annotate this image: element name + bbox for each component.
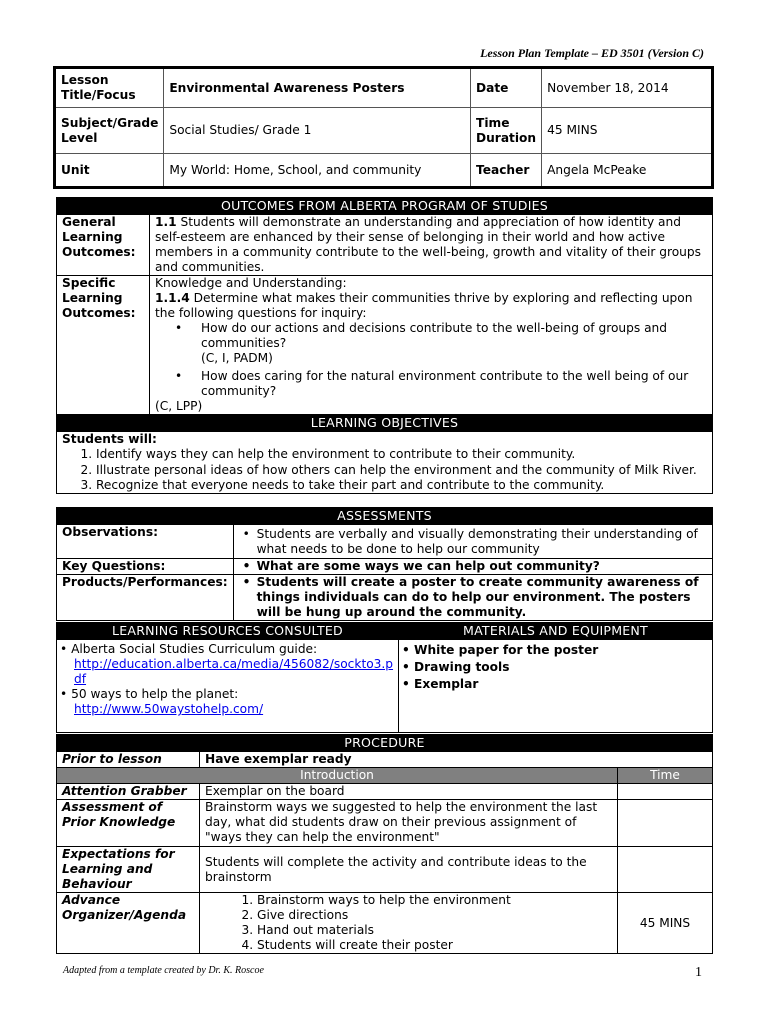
resources-table (56, 622, 713, 733)
agenda-item: 3. Hand out materials (257, 923, 612, 938)
agenda-item: 1. Brainstorm ways to help the environment (257, 893, 612, 908)
assessments-table (56, 507, 713, 621)
agenda-item: 4. Students will create their poster (257, 938, 612, 953)
key-questions-label: Key Questions: (57, 559, 234, 575)
agenda-item: 2. Give directions (257, 908, 612, 923)
footer-credit: Adapted from a template created by Dr. K. Roscoe (63, 965, 264, 976)
curriculum-link[interactable]: http://education.alberta.ca/media/456082/sockto3.pdf (74, 657, 394, 686)
agenda-time: 45 MINS (618, 893, 713, 954)
date-label: Date (471, 68, 542, 108)
general-outcomes-text: 1.1 Students will demonstrate an understanding and appreciation of how identity and self-esteem are enhanced by their sense of belonging in their world and how active members in a community contribute to the well-being, growth and vitality of their groups and communities. (150, 215, 713, 276)
resource-item: • 50 ways to help the planet: (60, 687, 239, 701)
introduction-heading: Introduction (57, 768, 618, 784)
lesson-title-value: Environmental Awareness Posters (164, 68, 471, 108)
procedure-table (56, 734, 713, 954)
attention-grabber-label: Attention Grabber (57, 784, 200, 800)
material-item: • White paper for the poster (402, 643, 599, 657)
objective-item: 2. Illustrate personal ideas of how others can help the environment and the community of Milk River. (96, 463, 707, 478)
time-duration-value: 45 MINS (542, 108, 713, 154)
page-number: 1 (695, 965, 702, 980)
assessments-heading: ASSESSMENTS (57, 508, 713, 525)
subject-value: Social Studies/ Grade 1 (164, 108, 471, 154)
agenda-label: Advance Organizer/Agenda (57, 893, 200, 954)
observations-text: • Students are verbally and visually demonstrating their understanding of what needs to be done to help our community (239, 527, 707, 557)
inquiry-question: • How do our actions and decisions contribute to the well-being of groups and communities? (C, I, PADM) (175, 321, 707, 366)
objectives-body: Students will: 1. Identify ways they can help the environment to contribute to their community. 2. Illustrate personal ideas of how others can help the environment and the community of Milk River. 3. Recognize that everyone needs to take their part and contribute to the community. (57, 432, 713, 494)
prior-knowledge-value: Brainstorm ways we suggested to help the environment the last day, what did students draw on their previous assignment of "ways they can help the environment" (200, 800, 618, 847)
specific-outcomes-text: Knowledge and Understanding: 1.1.4 Determine what makes their communities thrive by exploring and reflecting upon the following questions for inquiry: • How do our actions and decisions contribute to the well-being of groups and communities? (C, I, PADM) • How does caring for the natural environment contribute to the well being of our community? (C, LPP) (150, 276, 713, 415)
lesson-title-label: Lesson Title/Focus (55, 68, 164, 108)
teacher-value: Angela McPeake (542, 154, 713, 188)
resources-heading: LEARNING RESOURCES CONSULTED (57, 623, 399, 640)
inquiry-question: • How does caring for the natural environment contribute to the well being of our community? (175, 369, 707, 399)
material-item: • Exemplar (402, 677, 479, 691)
outcomes-table (56, 197, 713, 494)
date-value: November 18, 2014 (542, 68, 713, 108)
teacher-label: Teacher (471, 154, 542, 188)
products-label: Products/Performances: (57, 575, 234, 621)
expectations-label: Expectations for Learning and Behaviour (57, 847, 200, 893)
objective-item: 3. Recognize that everyone needs to take their part and contribute to the community. (96, 478, 707, 493)
prior-to-lesson-label: Prior to lesson (57, 752, 200, 768)
attention-grabber-value: Exemplar on the board (200, 784, 618, 800)
observations-label: Observations: (57, 525, 234, 559)
unit-label: Unit (55, 154, 164, 188)
prior-knowledge-label: Assessment of Prior Knowledge (57, 800, 200, 847)
lesson-info-table (53, 66, 714, 189)
prior-to-lesson-value: Have exemplar ready (200, 752, 713, 768)
material-item: • Drawing tools (402, 660, 510, 674)
products-text: • Students will create a poster to create community awareness of things individuals can do to help our environment. The posters will be hung up around the community. (239, 575, 707, 620)
general-outcomes-label: General Learning Outcomes: (57, 215, 150, 276)
document-header: Lesson Plan Template – ED 3501 (Version C) (480, 46, 704, 60)
key-questions-text: • What are some ways we can help out community? (239, 559, 707, 574)
procedure-heading: PROCEDURE (57, 735, 713, 752)
resource-item: • Alberta Social Studies Curriculum guide: (60, 642, 318, 656)
objectives-heading: LEARNING OBJECTIVES (57, 415, 713, 432)
fifty-ways-link[interactable]: http://www.50waystohelp.com/ (74, 702, 264, 716)
specific-outcomes-label: Specific Learning Outcomes: (57, 276, 150, 415)
outcomes-heading: OUTCOMES FROM ALBERTA PROGRAM OF STUDIES (57, 198, 713, 215)
materials-heading: MATERIALS AND EQUIPMENT (399, 623, 713, 640)
subject-label: Subject/Grade Level (55, 108, 164, 154)
objective-item: 1. Identify ways they can help the environment to contribute to their community. (96, 447, 707, 462)
expectations-value: Students will complete the activity and contribute ideas to the brainstorm (200, 847, 618, 893)
time-heading: Time (618, 768, 713, 784)
time-duration-label: Time Duration (471, 108, 542, 154)
unit-value: My World: Home, School, and community (164, 154, 471, 188)
